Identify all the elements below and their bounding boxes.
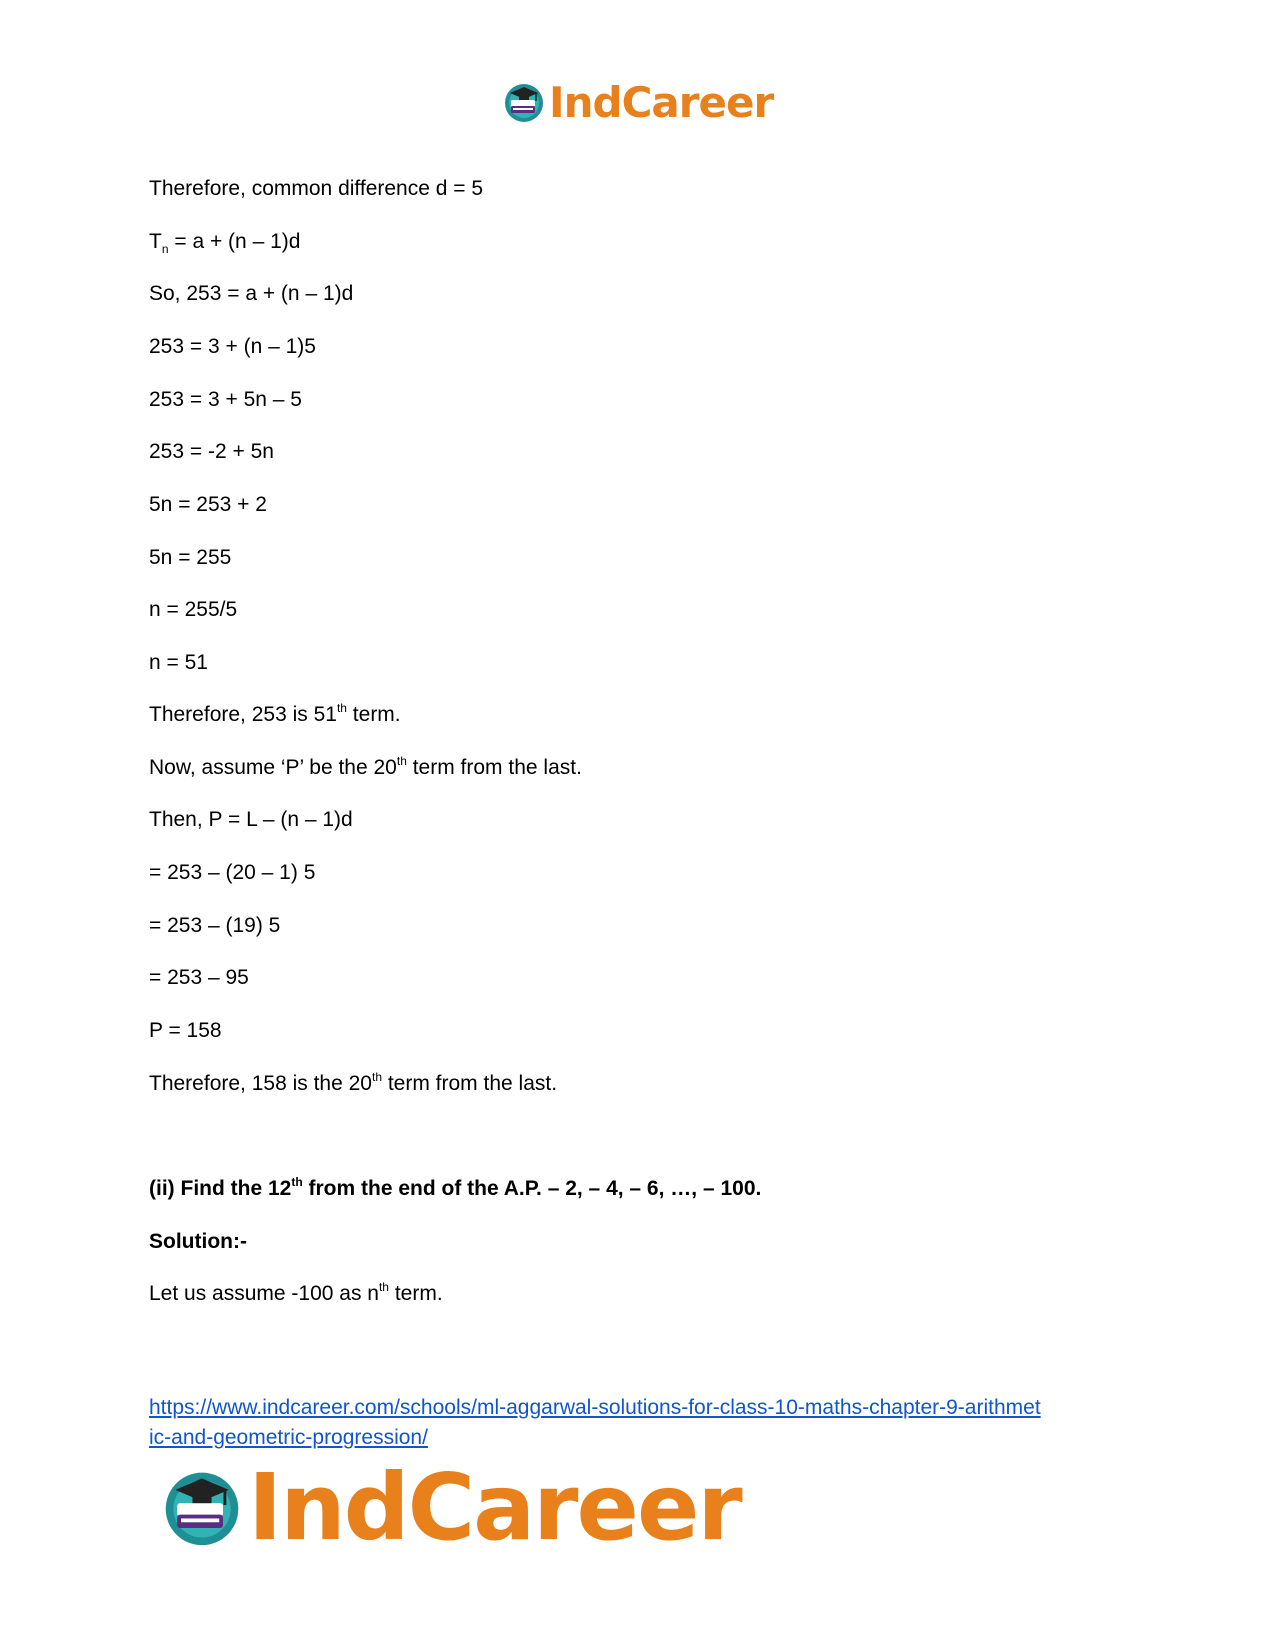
text-line: = 253 – (20 – 1) 5 <box>149 861 316 884</box>
text-line: Now, assume ‘P’ be the 20th term from the last. <box>149 754 582 779</box>
text-line: = 253 – 95 <box>149 966 249 989</box>
text-line: P = 158 <box>149 1019 222 1042</box>
text-line: $T_n = a + (n - 1)d$ <box>149 230 301 256</box>
text-line: n = 255/5 <box>149 598 238 621</box>
text-line: 253 = 3 + 5n – 5 <box>149 388 302 411</box>
book-graduation-cap-icon <box>160 1465 244 1549</box>
text-line: 253 = -2 + 5n <box>149 440 274 463</box>
footer-link[interactable] <box>149 1393 1041 1453</box>
text-line: Therefore, 158 is the 20th term from the last. <box>149 1070 558 1095</box>
text-line: = 253 – (19) 5 <box>149 914 281 937</box>
logo-wordmark: IndCareer <box>248 1453 741 1561</box>
text-line: So, 253 = a + (n – 1)d <box>149 282 354 305</box>
text-line: Therefore, 253 is 51th term. <box>149 701 401 726</box>
logo-wordmark: IndCareer <box>549 77 774 127</box>
text-line: 5n = 253 + 2 <box>149 493 267 516</box>
footer-logo <box>160 1453 741 1561</box>
book-graduation-cap-icon <box>502 80 546 124</box>
text-line: 253 = 3 + (n – 1)5 <box>149 335 316 358</box>
header-logo <box>502 78 773 126</box>
solution-label: Solution:- <box>149 1230 247 1253</box>
text-line: Let us assume -100 as $n^{th}$ term. <box>149 1280 443 1305</box>
text-line: n = 51 <box>149 651 208 674</box>
text-line: Therefore, common difference d = 5 <box>149 177 484 200</box>
source-link-line-1[interactable]: https://www.indcareer.com/schools/ml-aggarwal-solutions-for-class-10-maths-chapter-9-arithmet <box>149 1396 1041 1419</box>
source-link-line-2[interactable]: ic-and-geometric-progression/ <box>149 1426 428 1449</box>
text-line: 5n = 255 <box>149 546 232 569</box>
question-heading: (ii) Find the 12th from the end of the A.P. – 2, – 4, – 6, …, – 100. <box>149 1175 762 1200</box>
text-line: Then, P = L – (n – 1)d <box>149 808 353 831</box>
